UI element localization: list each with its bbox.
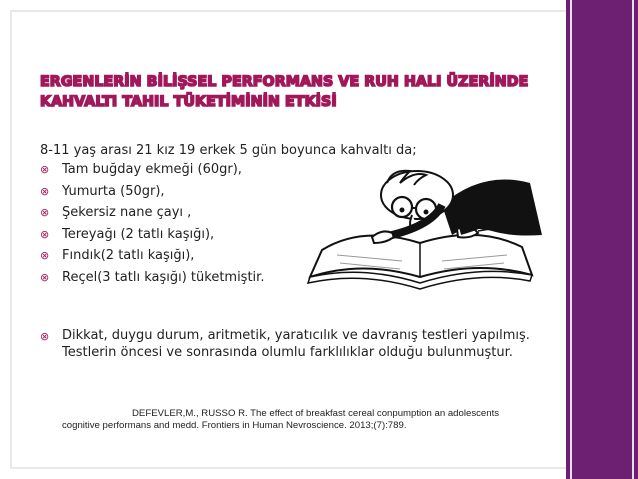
circle-x-icon: ⊗ [40,206,50,219]
list-item-text: Şekersiz nane çayı , [62,205,192,220]
circle-x-icon: ⊗ [40,270,50,284]
circle-x-icon: ⊗ [40,330,50,343]
list-item [40,162,264,184]
slide-title [40,72,560,112]
side-bar [566,0,638,479]
list-item [40,248,264,270]
list-item-text: Tereyağı (2 tatlı kaşığı), [62,226,215,242]
side-bar-line [632,0,634,479]
list-item-text: Yumurta (50gr), [62,183,165,199]
frame-left [10,10,12,469]
side-bar-line [570,0,572,479]
findings-paragraph [40,327,535,361]
list-item [40,270,264,292]
list-item-text: Fındık(2 tatlı kaşığı), [62,248,195,263]
title-line-2: KAHVALTI TAHIL TÜKETİMİNİN ETKİSİ [40,94,337,110]
circle-x-icon: ⊗ [40,184,50,198]
list-item-text: Tam buğday ekmeği (60gr), [62,162,242,177]
findings-text: Dikkat, duygu durum, aritmetik, yaratıcılık ve davranış testleri yapılmış. Testlerin öncesi ve sonrasında olumlu farklılıklar olduğu bulunmuştur. [62,328,530,360]
reference [62,408,542,432]
list-item [40,227,264,249]
circle-x-icon: ⊗ [40,249,50,262]
title-line-1: ERGENLERİN BİLİŞSEL PERFORMANS VE RUH HALI ÜZERİNDE [40,74,529,90]
list-item [40,205,264,227]
frame-top [10,10,566,12]
frame-bottom [10,467,566,469]
intro-text: 8-11 yaş arası 21 kız 19 erkek 5 gün boyunca kahvaltı da; [40,143,417,158]
list-item [40,184,264,206]
food-list [40,162,264,291]
list-item-text: Reçel(3 tatlı kaşığı) tüketmiştir. [62,269,265,285]
circle-x-icon: ⊗ [40,227,50,241]
reading-scholar-illustration [292,165,548,295]
reference-line-1: DEFEVLER,M., RUSSO R. The effect of breakfast cereal conpumption an adolescents [132,408,500,419]
reference-line-2: cognitive performans and medd. Frontiers in Human Nevroscience. 2013;(7):789. [62,420,407,431]
circle-x-icon: ⊗ [40,163,50,176]
